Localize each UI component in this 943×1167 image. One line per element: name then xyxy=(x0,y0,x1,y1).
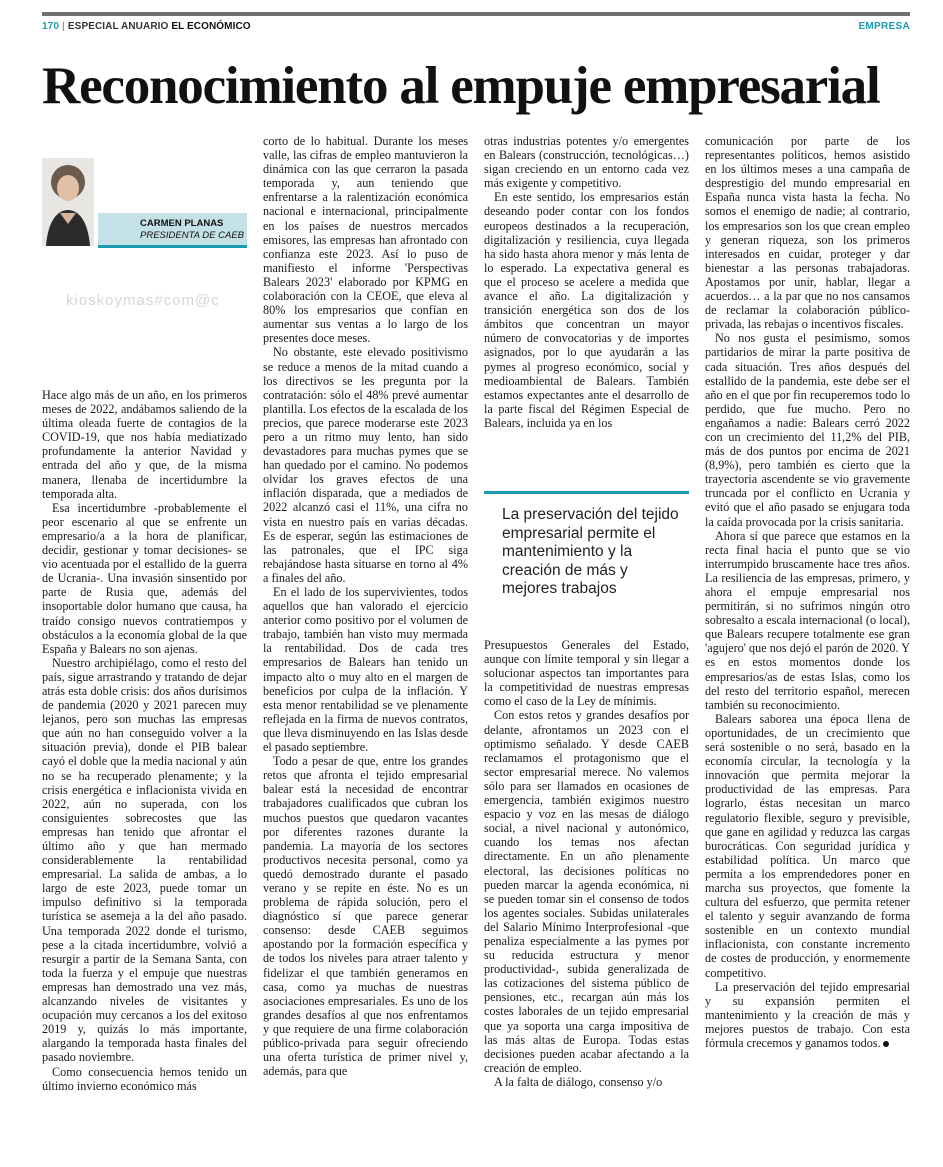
paragraph: Balears saborea una época llena de oportunidades, de un crecimiento que será sostenible o no será, basado en la economía circular, la tecnología y la innovación que permita mejorar la productividad de las empresas. Para lograrlo, éstas necesitan un marco regulatorio flexible, seguro y previsible, que gane en agilidad y reduzca las cargas burocráticas. Con seguridad jurídica y estabilidad política. Un marco que permita a los emprendedores poner en marcha sus proyectos, que fomente la cultura del esfuerzo, que permita retener el talento y seguir avanzando de forma sostenible en un contexto mundial inflacionista, con constante incremento de costes de producción, y enormemente competitivo. xyxy=(705,711,910,980)
section-label: ESPECIAL ANUARIO xyxy=(67,21,169,32)
paragraph: Presupuestos Generales del Estado, aunque con límite temporal y sin llegar a solucionar aspectos tan importantes para la competitividad de nuestras empresas como el caso de la Ley de mínimis. xyxy=(484,638,689,709)
paragraph: No obstante, este elevado positivismo se reduce a menos de la mitad cuando a los directivos se les pregunta por la contratación: sólo el 48% prevé aumentar plantilla. Los efectos de la escalada de los precios, que parece moderarse este 2023 pero a un ritmo muy lento, han sido devastadores para muchas pymes que se han quedado por el camino. No podemos olvidar los graves efectos de una inflación disparada, que a mediados de 2022 alcanzó casi el 11%, una cifra no vista en nuestro país en varias décadas. Es de esperar, según las estimaciones de las patronales, que el IPC siga rebajándose hasta situarse en torno al 4% a finales del año. xyxy=(263,345,468,585)
author-role: PRESIDENTA DE CAEB xyxy=(140,230,244,241)
paragraph: Esa incertidumbre -probablemente el peor escenario al que se enfrente un empresario/a a la hora de planificar, decidir, gestionar y tomar decisiones- se vio acentuada por el estallido de la guerra de Ucrania-. Una invasión sinsentido por parte de Rusia que, además del insoportable dolor humano que causa, ha traído consigo nuevos contratiempos y obstáculos a la economía global de la que España y Balears no son ajenas. xyxy=(42,500,247,656)
paragraph: comunicación por parte de los representantes políticos, hemos asistido en los últimos meses a una campaña de desprestigio del mundo empresarial en España nunca vista hasta la fecha. No somos el enemigo de nadie; al contrario, los empresarios son los que crean empleo y generan riqueza, son los primeros interesados en cuidar, proteger y dar bienestar a las personas trabajadoras. Apostamos por unir, hablar, llegar a acuerdos… a la par que no nos cansamos de reclamar la colaboración público-privada, las rebajas o incentivos fiscales. xyxy=(705,134,910,332)
headline: Reconocimiento al empuje empresarial xyxy=(42,57,880,115)
paragraph: Como consecuencia hemos tenido un último invierno económico más xyxy=(42,1064,247,1093)
paragraph-final xyxy=(705,980,910,1050)
watermark-text: kioskoymas#com@c xyxy=(66,292,220,309)
author-caption xyxy=(98,213,247,248)
paragraph: otras industrias potentes y/o emergentes en Balears (construcción, tecnológicas…) sigan creciendo en un entorno cada vez más exigente y competitivo. xyxy=(484,134,689,191)
paragraph: Todo a pesar de que, entre los grandes retos que afronta el tejido empresarial balear está la necesidad de encontrar trabajadores cualificados que cubran los muchos puestos que quedaron vacantes por diferentes razones durante la pandemia. La mayoría de los sectores productivos necesita personal, como ya quedó demostrado durante el pasado verano y se repite en éste. No es un problema de rápida solución, pero el diagnóstico sí que parece generar consenso: desde CAEB seguimos apostando por la formación específica y de todos los niveles para atraer talento y fidelizar el que también generamos en casa, como ya muchas de nuestras asociaciones empresariales. Es uno de los grandes desafíos al que nos enfrentamos y que requiere de una firme colaboración público-privada para seguir ofreciendo una oferta turística de primer nivel y, además, para que xyxy=(263,754,468,1079)
brand-label: EL ECONÓMICO xyxy=(171,21,251,32)
pull-quote: La preservación del tejido empresarial permite el mantenimiento y la creación de más y mejores trabajos xyxy=(502,506,679,597)
paragraph: En este sentido, los empresarios están deseando poder contar con los fondos europeos destinados a la recuperación, digitalización y resiliencia, cuya llegada ha sido hasta ahora menor y más lenta de lo esperado. La expectativa general es que el proceso se acelere a medida que avance el año. La digitalización y transición energética son dos de los ámbitos que concentran un mayor número de convocatorias y de importes asignados, por lo que ayudarán a las pymes al progreso económico, social y medioambiental de Balears. También estamos expectantes ante el desarrollo de la parte fiscal del Régimen Especial de Balears, incluida ya en los xyxy=(484,190,689,430)
top-rule xyxy=(42,12,910,16)
page-number: 170 xyxy=(42,21,59,32)
column-1 xyxy=(42,388,247,1093)
paragraph: Con estos retos y grandes desafíos por delante, afrontamos un 2023 con el optimismo señalado. Y desde CAEB reclamamos el protagonismo que el sector empresarial merece. No valemos sólo para ser llamados en ocasiones de emergencia, también exigimos nuestro espacio y voz en las mesas de diálogo social, a nivel nacional y autonómico, cuando los temas nos afectan directamente. En un año plenamente electoral, las decisiones políticas no pueden marcar la agenda económica, ni se pueden tomar sin el consenso de todos los agentes sociales. Subidas unilaterales del Salario Mínimo Interprofesional -que penaliza especialmente a las pymes por su reducida estructura y menor productividad-, subida generalizada de las cotizaciones del sistema público de pensiones, etc., recargan aún más los costes laborales de un tejido empresarial que ya soporta una carga impositiva de las más altas de Europa. Todas estas decisiones pueden acabar afectando a la creación de empleo. xyxy=(484,708,689,1075)
paragraph: Hace algo más de un año, en los primeros meses de 2022, andábamos saliendo de la última oleada fuerte de contagios de la COVID-19, que nos había mediatizado profundamente la anterior Navidad y entrada del año y que, de la misma manera, llenaba de incertidumbre la temporada alta. xyxy=(42,388,247,501)
author-block xyxy=(42,156,247,247)
column-3-bottom xyxy=(484,638,689,1089)
column-2 xyxy=(263,134,468,1078)
page-header: 170 | ESPECIAL ANUARIO EL ECONÓMICO xyxy=(42,21,251,32)
end-mark-icon xyxy=(883,1041,889,1047)
pull-quote-rule xyxy=(484,491,689,494)
paragraph: A la falta de diálogo, consenso y/o xyxy=(494,1074,663,1089)
paragraph: Ahora sí que parece que estamos en la recta final hacia el punto que se vio interrumpido bruscamente hace tres años. La resiliencia de las empresas, primero, y ahora el empuje empresarial nos permitirán, si no sufrimos ningún otro sobresalto a escala internacional (o local), que Balears recupere totalmente ese gran 'agujero' que nos dejó el parón de 2020. Y es en estos momentos donde los empresarios/as de estas Islas, como los del resto del territorio español, merecen también su reconocimiento. xyxy=(705,528,910,712)
author-photo xyxy=(42,158,94,246)
final-paragraph-text: La preservación del tejido empresarial y su expansión permiten el mantenimiento y la creación de más y mejores puestos de trabajo. Con esta fórmula crecemos y ganamos todos. xyxy=(705,979,910,1050)
column-3-top xyxy=(484,134,689,430)
column-4 xyxy=(705,134,910,1050)
paragraph: corto de lo habitual. Durante los meses valle, las cifras de empleo mantuvieron la dinámica con las que cerraron la pasada temporada y, aun teniendo que enfrentarse a la ralentización económica nacional e internacional, principalmente en los países de nuestros mercados emisores, las empresas han afrontado con confianza este 2023. Así lo puso de manifiesto el informe 'Perspectivas Balears 2023' elaborado por KPMG en colaboración con la CEOE, que eleva al 80% los empresarios que confían en aumentar sus ventas a lo largo de los presentes doce meses. xyxy=(263,134,468,346)
author-name: CARMEN PLANAS xyxy=(140,218,224,229)
paragraph: No nos gusta el pesimismo, somos partidarios de mirar la parte positiva de cada situación. Tres años después del estallido de la pandemia, este debe ser el año en el que por fin recuperemos todo lo perdido, que fue mucho. Pero no engañamos a nadie: Balears cerró 2022 con un crecimiento del 11,2% del PIB, más de dos puntos por encima de 2021 (8,9%), pero también es cierto que la trayectoria ascendente se vio gravemente truncada por el conflicto en Ucrania y evitó que el año pasado se enjugara toda la caída provocada por la crisis sanitaria. xyxy=(705,331,910,529)
paragraph: En el lado de los supervivientes, todos aquellos que han valorado el ejercicio anterior como positivo por el volumen de trabajo, también han visto muy mermada la rentabilidad. Dos de cada tres empresarios de Balears han tenido un impacto alto o muy alto en el margen de beneficios por culpa de la inflación. Y esta menor rentabilidad se ve plenamente reflejada en la firma de nuevos contratos, que lleva disminuyendo en las Islas desde el pasado septiembre. xyxy=(263,585,468,755)
paragraph: Nuestro archipiélago, como el resto del país, sigue arrastrando y tratando de dejar atrás esta doble crisis: dos años durísimos de pandemia (2020 y 2021 parecen muy lejanos, pero son muchas las empresas que aún no han conseguido volver a la situación previa), donde el PIB balear cayó el doble que la media nacional y aún no se ha recuperado plenamente; y la crisis energética e inflacionista vivida en 2022, aún no superada, con los consiguientes sobrecostes que las empresas han tenido que afrontar el último año y que han mermado considerablemente la rentabilidad empresarial. La salida de ambas, a lo largo de este 2023, puede tomar un impulso definitivo si la temporada turística se asemeja a la del año pasado. Una temporada 2022 donde el turismo, pese a la citada incertidumbre, volvió a resurgir a partir de la Semana Santa, con toda la fuerza y el empuje que nuestras empresas han demostrado una vez más, alcanzando niveles de visitantes y ocupación muy cercanos a los del exitoso 2019 y, quizás lo más importante, alargando la temporada hasta finales del pasado noviembre. xyxy=(42,655,247,1065)
category-label: EMPRESA xyxy=(858,21,910,32)
